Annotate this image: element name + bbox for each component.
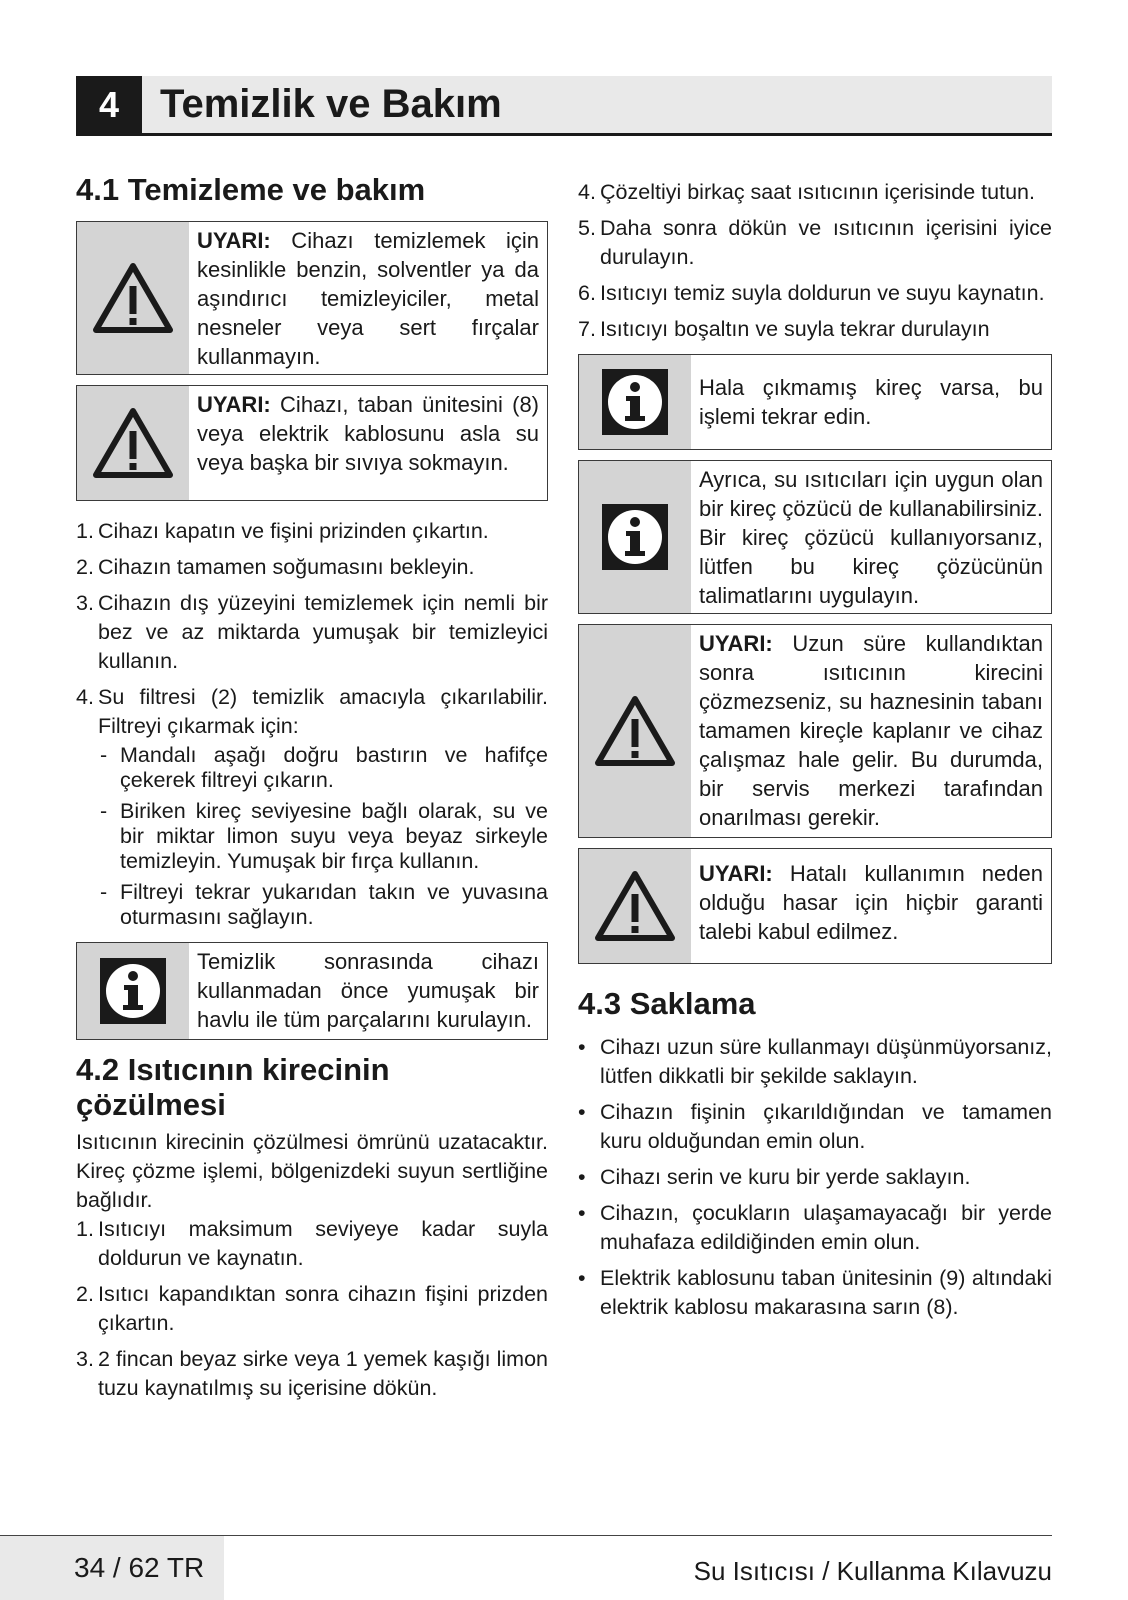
list-item: • Cihazın, çocukların ulaşamayacağı bir yerde muhafaza edildiğinden emin olun. bbox=[578, 1201, 1052, 1254]
list-item: - Filtreyi tekrar yukarıdan takın ve yuvasına oturmasını sağlayın. bbox=[100, 880, 548, 929]
warning-icon-cell bbox=[579, 849, 691, 963]
warning-body: Cihazı, taban ünitesini (8) veya elektrik kablosunu asla su veya başka bir sıvıya sokmayın. bbox=[197, 392, 539, 475]
warning-triangle-icon bbox=[594, 695, 676, 767]
list-item: 2. Isıtıcı kapandıktan sonra cihazın fişini prizden çıkartın. bbox=[76, 1282, 548, 1335]
info-icon bbox=[100, 958, 166, 1024]
list-item: 5. Daha sonra dökün ve ısıtıcının içerisini iyice durulayın. bbox=[578, 216, 1052, 269]
warning-body: Uzun süre kullandıktan sonra ısıtıcının kirecini çözmezseniz, su haznesinin tabanı tamamen kireçle kaplanır ve cihaz çalışmaz hale gelir. Bu durumda, bir servis merkezi tarafından onarılması gerekir. bbox=[699, 631, 1043, 830]
info-icon-cell bbox=[579, 355, 691, 449]
list-item: • Cihazı serin ve kuru bir yerde saklayın. bbox=[578, 1165, 971, 1189]
info-text-2: Hala çıkmamış kireç varsa, bu işlemi tekrar edin. bbox=[699, 375, 1043, 429]
list-item: • Cihazın fişinin çıkarıldığından ve tamamen kuru olduğundan emin olun. bbox=[578, 1100, 1052, 1153]
warning-text-3 bbox=[691, 625, 1051, 837]
warning-text-2 bbox=[189, 386, 547, 500]
filter-substeps bbox=[98, 743, 548, 930]
list-item: 1. Isıtıcıyı maksimum seviyeye kadar suyla doldurun ve kaynatın. bbox=[76, 1217, 548, 1270]
list-item: 1. Cihazı kapatın ve fişini prizinden çıkartın. bbox=[76, 519, 489, 543]
info-box-1 bbox=[76, 942, 548, 1040]
list-item: 2. Cihazın tamamen soğumasını bekleyin. bbox=[76, 555, 475, 579]
section-4-1-title: 4.1 Temizleme ve bakım bbox=[76, 172, 426, 207]
left-column bbox=[76, 172, 548, 1410]
chapter-number: 4 bbox=[76, 76, 142, 133]
warning-box-4 bbox=[578, 848, 1052, 964]
chapter-title: Temizlik ve Bakım bbox=[160, 82, 502, 126]
warning-box-2 bbox=[76, 385, 548, 501]
warning-label: UYARI: bbox=[197, 228, 271, 253]
info-icon bbox=[602, 504, 668, 570]
info-box-3 bbox=[578, 460, 1052, 614]
list-item: • Cihazı uzun süre kullanmayı düşünmüyorsanız, lütfen dikkatli bir şekilde saklayın. bbox=[578, 1035, 1052, 1088]
info-text-3: Ayrıca, su ısıtıcıları için uygun olan bir kireç çözücü de kullanabilirsiniz. Bir kireç çözücü kullanıyorsanız, lütfen bu kireç çözücünün talimatlarını uygulayın. bbox=[699, 467, 1043, 608]
section-4-3-title: 4.3 Saklama bbox=[578, 986, 756, 1021]
warning-body: Cihazı temizlemek için kesinlikle benzin, solventler ya da aşındırıcı temizleyiciler, metal nesneler veya sert fırçalar kullanmayın. bbox=[197, 228, 539, 369]
warning-triangle-icon bbox=[92, 407, 174, 479]
list-item: 7. Isıtıcıyı boşaltın ve suyla tekrar durulayın bbox=[578, 317, 990, 341]
warning-text-4 bbox=[691, 849, 1051, 963]
list-item: 3. Cihazın dış yüzeyini temizlemek için nemli bir bez ve az miktarda yumuşak bir temizleyici kullanın. bbox=[76, 591, 548, 673]
chapter-header bbox=[76, 76, 1052, 136]
list-item: - Mandalı aşağı doğru bastırın ve hafifçe çekerek filtreyi çıkarın. bbox=[100, 743, 548, 792]
warning-label: UYARI: bbox=[197, 392, 271, 417]
warning-icon-cell bbox=[77, 386, 189, 500]
info-icon bbox=[602, 369, 668, 435]
warning-triangle-icon bbox=[594, 870, 676, 942]
list-item: 4. Çözeltiyi birkaç saat ısıtıcının içerisinde tutun. bbox=[578, 180, 1035, 204]
list-item: 6. Isıtıcıyı temiz suyla doldurun ve suyu kaynatın. bbox=[578, 281, 1045, 305]
warning-icon-cell bbox=[77, 222, 189, 374]
info-icon-cell bbox=[77, 943, 189, 1039]
info-icon-cell bbox=[579, 461, 691, 613]
descaling-steps-right bbox=[578, 178, 1052, 344]
list-item: • Elektrik kablosunu taban ünitesinin (9) altındaki elektrik kablosu makarasına sarın (8). bbox=[578, 1266, 1052, 1319]
info-text-1: Temizlik sonrasında cihazı kullanmadan önce yumuşak bir havlu ile tüm parçalarını kurulayın. bbox=[197, 949, 539, 1032]
page-number: 34 / 62 TR bbox=[0, 1536, 224, 1600]
info-box-2 bbox=[578, 354, 1052, 450]
warning-box-3 bbox=[578, 624, 1052, 838]
warning-body: Hatalı kullanımın neden olduğu hasar için hiçbir garanti talebi kabul edilmez. bbox=[699, 861, 1043, 944]
descaling-intro: Isıtıcının kirecinin çözülmesi ömrünü uzatacaktır. Kireç çözme işlemi, bölgenizdeki suyun sertliğine bağlıdır. bbox=[76, 1130, 548, 1212]
warning-label: UYARI: bbox=[699, 631, 773, 656]
footer-title: Su Isıtıcısı / Kullanma Kılavuzu bbox=[693, 1556, 1052, 1586]
warning-triangle-icon bbox=[92, 262, 174, 334]
storage-bullets bbox=[578, 1033, 1052, 1322]
section-4-2-title: 4.2 Isıtıcının kirecinin çözülmesi bbox=[76, 1052, 390, 1122]
warning-label: UYARI: bbox=[699, 861, 773, 886]
list-item: - Biriken kireç seviyesine bağlı olarak, su ve bir miktar limon suyu veya beyaz sirkeyle temizleyin. Yumuşak bir fırça kullanın. bbox=[100, 799, 548, 873]
cleaning-steps bbox=[76, 517, 548, 741]
warning-text-1 bbox=[189, 222, 547, 374]
list-item: 4. Su filtresi (2) temizlik amacıyla çıkarılabilir. Filtreyi çıkarmak için: bbox=[76, 685, 548, 738]
descaling-steps-left bbox=[76, 1215, 548, 1403]
warning-box-1 bbox=[76, 221, 548, 375]
list-item: 3. 2 fincan beyaz sirke veya 1 yemek kaşığı limon tuzu kaynatılmış su içerisine dökün. bbox=[76, 1347, 548, 1400]
right-column bbox=[578, 178, 1052, 1329]
warning-icon-cell bbox=[579, 625, 691, 837]
